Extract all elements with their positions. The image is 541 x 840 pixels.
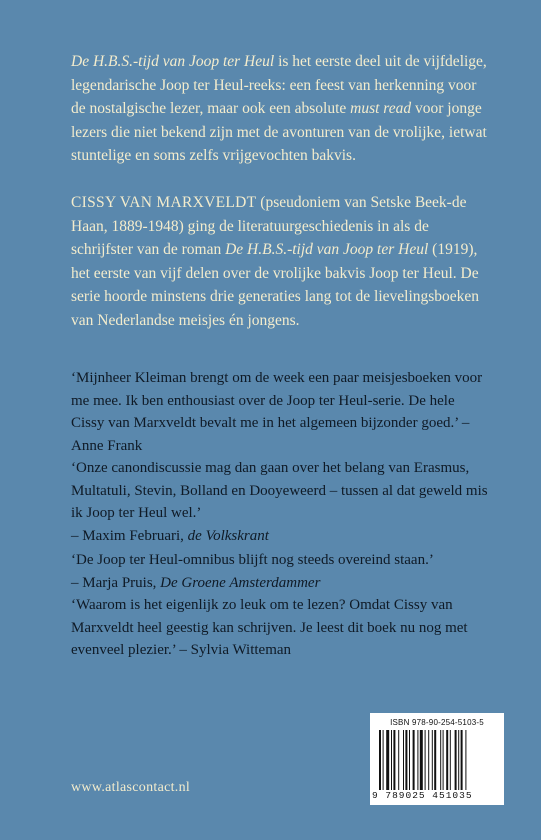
author-bio-text: (1919), het eerste van vijf delen over de vrolijke bakvis Joop ter Heul. De serie hoorde minstens drie generaties lang tot de lievelingsboeken van Nederlandse meisjes én jongens.: [71, 241, 480, 329]
quote-dash: –: [461, 415, 470, 431]
blurb-text: is het eerste deel uit de vijfdelige, legendarische Joop ter Heul-reeks: een feest van herkenning voor de nostalgische lezer, maar ook een absolute: [71, 53, 487, 117]
book-blurb: [71, 50, 489, 168]
quote-text: ‘Mijnheer Kleiman brengt om de week een paar meisjesboeken voor me mee. Ik ben enthousiast over de Joop ter Heul-serie. De hele Cissy van Marxveldt bevalt me in het algemeen bijzonder goed.’: [71, 370, 483, 431]
quote: [71, 367, 489, 457]
quote-dash: –: [179, 642, 187, 658]
quote-source: Marja Pruis,: [82, 574, 157, 591]
quote: [71, 457, 489, 547]
quote-text: ‘Waarom is het eigenlijk zo leuk om te lezen? Omdat Cissy van Marxveldt heel geestig kan schrijven. Je leest dit boek nu nog met evenveel plezier.’: [71, 597, 468, 658]
barcode-digits: 9 789025 451035: [372, 790, 473, 801]
barcode-bars: [379, 730, 495, 790]
author-name: CISSY VAN MARXVELDT: [71, 194, 257, 211]
author-bio-text: (pseudoniem van Setske Beek-de Haan, 1889-1948) ging de literatuurgeschiedenis in als de schrijfster van de roman: [71, 194, 467, 258]
publisher-website: www.atlascontact.nl: [71, 780, 191, 795]
quote-source: Maxim Februari,: [82, 527, 184, 544]
quote-publication: de Volkskrant: [187, 527, 269, 544]
quote: [71, 594, 489, 662]
author-bio: [71, 191, 489, 332]
isbn-barcode: [370, 713, 504, 805]
must-read-emphasis: must read: [350, 100, 412, 117]
quote: [71, 549, 489, 594]
isbn-label: ISBN 978-90-254-5103-5: [390, 718, 484, 727]
quote-dash: –: [71, 527, 79, 544]
book-title: De H.B.S.-tijd van Joop ter Heul: [225, 241, 429, 258]
quote-text: ‘Onze canondiscussie mag dan gaan over het belang van Erasmus, Multatuli, Stevin, Bolland en Dooyeweerd – tussen al dat geweld mis ik Joop ter Heul wel.’: [71, 460, 488, 521]
blurb-text: voor jonge lezers die niet bekend zijn met de avonturen van de vrolijke, ietwat stuntelige en soms zelfs vrijgevochten bakvis.: [71, 100, 487, 164]
quote-source: Sylvia Witteman: [190, 642, 292, 658]
quote-source: Anne Frank: [71, 437, 143, 454]
quote-publication: De Groene Amsterdammer: [160, 574, 321, 591]
book-title: De H.B.S.-tijd van Joop ter Heul: [71, 53, 275, 70]
quote-text: ‘De Joop ter Heul-omnibus blijft nog steeds overeind staan.’: [71, 552, 434, 568]
quote-dash: –: [71, 574, 79, 591]
